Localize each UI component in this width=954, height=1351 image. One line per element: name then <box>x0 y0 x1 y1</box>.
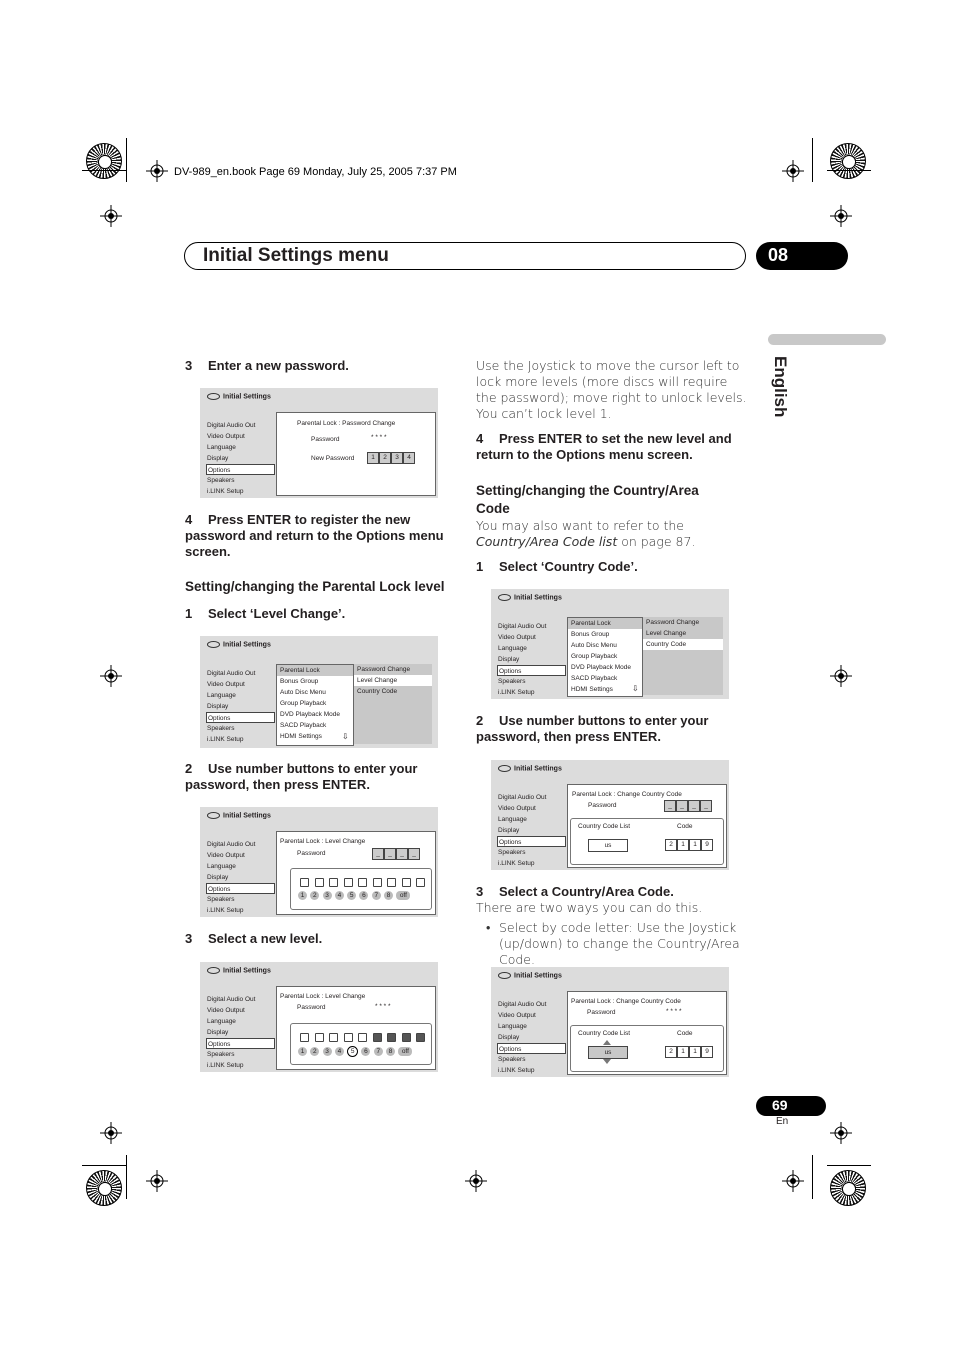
screen-header-label: Initial Settings <box>514 765 562 773</box>
lock-icon <box>344 878 353 887</box>
submenu-item: Password Change <box>646 619 700 626</box>
lock-icon <box>373 878 382 887</box>
lock-icons <box>300 1033 431 1044</box>
crosshair-mark <box>146 160 168 182</box>
settings-menu <box>206 994 275 1071</box>
body-text: There are two ways you can do this. <box>476 900 703 915</box>
step-number: 4 <box>476 431 484 446</box>
level: 7 <box>374 1047 383 1056</box>
arrow-up-icon <box>603 1040 611 1045</box>
settings-menu <box>206 420 275 497</box>
settings-menu <box>497 621 566 698</box>
language-label: English <box>771 356 790 418</box>
chapter-number: 08 <box>768 245 789 265</box>
digit: 3 <box>391 452 403 464</box>
password-digits <box>664 800 712 812</box>
screen-level-change-password <box>200 807 438 917</box>
digit: 4 <box>403 452 415 464</box>
crosshair-mark <box>100 205 122 227</box>
title-bar <box>184 242 746 270</box>
bullet-text: Select by code letter: Use the Joystick (up/down) to change the Country/Area Code. <box>499 920 740 967</box>
menu-item: i.LINK Setup <box>498 860 535 867</box>
digit: _ <box>664 800 676 812</box>
level: 1 <box>298 1047 307 1056</box>
lock-icon <box>329 1033 338 1042</box>
page-number-badge <box>756 1096 826 1116</box>
submenu-item: Level Change <box>354 675 432 686</box>
screen-header <box>498 765 562 772</box>
digit: _ <box>372 848 384 860</box>
level: 4 <box>335 891 344 900</box>
level: 7 <box>372 891 381 900</box>
menu-item: Video Output <box>498 805 536 812</box>
screen-options-country <box>491 589 729 699</box>
submenu-item: Country Code <box>357 688 398 695</box>
step <box>476 559 746 575</box>
menu-item: Options <box>497 665 566 676</box>
code-label: Code <box>677 1030 693 1037</box>
menu-item: Language <box>498 645 527 652</box>
reference-text <box>476 518 748 550</box>
submenu-item: Auto Disc Menu <box>280 689 326 696</box>
menu-item: Digital Audio Out <box>207 670 256 677</box>
digit: _ <box>676 800 688 812</box>
lock-icon <box>300 1033 309 1042</box>
ref-text: on page 87. <box>617 534 696 549</box>
digit: 9 <box>701 1046 713 1058</box>
lock-icon <box>387 1033 396 1042</box>
dialog-title: Parental Lock : Password Change <box>297 420 396 427</box>
disc-icon <box>207 967 220 974</box>
dialog-panel <box>567 784 727 868</box>
screen-header <box>207 393 271 400</box>
digit: 1 <box>689 1046 701 1058</box>
screen-header-label: Initial Settings <box>223 967 271 975</box>
menu-item: Options <box>497 836 566 847</box>
step-text: Press ENTER to set the new level and return to the Options menu screen. <box>476 431 732 462</box>
crosshair-mark <box>100 1122 122 1144</box>
disc-icon <box>498 765 511 772</box>
menu-item: i.LINK Setup <box>207 907 244 914</box>
password-label: Password <box>588 802 617 809</box>
level: 3 <box>323 891 332 900</box>
menu-item: Speakers <box>207 477 235 484</box>
menu-item: Language <box>207 863 236 870</box>
crop-line <box>827 170 871 171</box>
page-language: En <box>776 1116 789 1127</box>
crop-line <box>126 138 127 182</box>
lock-icon <box>329 878 338 887</box>
menu-item: Video Output <box>207 852 245 859</box>
dialog-title: Parental Lock : Change Country Code <box>572 791 682 798</box>
submenu-item: Level Change <box>646 630 687 637</box>
menu-item: Digital Audio Out <box>207 422 256 429</box>
disc-icon <box>498 594 511 601</box>
step <box>476 431 748 463</box>
crosshair-mark <box>830 205 852 227</box>
screen-country-select <box>491 967 729 1077</box>
chapter-badge <box>756 242 848 270</box>
screen-header-label: Initial Settings <box>223 393 271 401</box>
menu-item: Display <box>498 1034 520 1041</box>
crop-line <box>82 170 126 171</box>
submenu-item: Parental Lock <box>568 618 642 629</box>
digit: 1 <box>677 1046 689 1058</box>
menu-item: Speakers <box>498 1056 526 1063</box>
screen-country-password <box>491 760 729 870</box>
lock-icon <box>402 878 411 887</box>
level: 6 <box>359 891 368 900</box>
menu-item: Display <box>207 455 229 462</box>
digit: _ <box>384 848 396 860</box>
menu-item: Options <box>206 712 275 723</box>
country-list-label: Country Code List <box>578 823 631 830</box>
dialog-panel <box>276 831 436 915</box>
submenu-item: Parental Lock <box>277 665 353 676</box>
menu-item: Video Output <box>498 634 536 641</box>
screen-header <box>498 594 562 601</box>
menu-item: Language <box>207 692 236 699</box>
digit: 9 <box>701 839 713 851</box>
menu-item: Video Output <box>498 1012 536 1019</box>
step-number: 3 <box>185 931 193 946</box>
menu-item: Digital Audio Out <box>207 996 256 1003</box>
submenu-item: HDMI Settings <box>571 686 613 693</box>
page-number: 69 <box>772 1097 788 1113</box>
menu-item: Speakers <box>207 1051 235 1058</box>
menu-item: Video Output <box>207 681 245 688</box>
digit: 2 <box>379 452 391 464</box>
menu-item: Options <box>206 464 275 475</box>
level-numbers <box>298 891 414 900</box>
digit: 1 <box>689 839 701 851</box>
level: 6 <box>361 1047 370 1056</box>
dialog-title: Parental Lock : Level Change <box>280 993 366 1000</box>
code-digits <box>665 1046 713 1058</box>
level: 2 <box>310 1047 319 1056</box>
menu-item: Display <box>207 1029 229 1036</box>
code-digits <box>665 839 713 851</box>
step <box>476 713 746 745</box>
digit: 2 <box>665 1046 677 1058</box>
step-number: 2 <box>476 713 484 728</box>
step-text: Select ‘Level Change’. <box>208 606 346 621</box>
digit: 1 <box>677 839 689 851</box>
submenu-item: DVD Playback Mode <box>571 664 631 671</box>
crop-line <box>827 1165 871 1166</box>
menu-item: Speakers <box>207 725 235 732</box>
submenu-item: SACD Playback <box>280 722 327 729</box>
screen-header <box>207 641 271 648</box>
screen-header <box>498 972 562 979</box>
ref-text: You may also want to refer to the <box>476 518 684 533</box>
menu-item: Video Output <box>207 433 245 440</box>
menu-item: i.LINK Setup <box>498 689 535 696</box>
step <box>476 884 746 900</box>
step <box>185 358 455 374</box>
submenu-item: Bonus Group <box>571 631 610 638</box>
crop-line <box>812 1155 813 1199</box>
screen-header-label: Initial Settings <box>514 972 562 980</box>
menu-item: Speakers <box>498 678 526 685</box>
lock-icon <box>358 878 367 887</box>
dialog-panel <box>567 991 727 1075</box>
crosshair-mark <box>146 1170 168 1192</box>
step-text: Enter a new password. <box>208 358 349 373</box>
screen-password-change <box>200 388 438 498</box>
submenu-item: Country Code <box>643 639 723 650</box>
dialog-title: Parental Lock : Level Change <box>280 838 366 845</box>
lock-icon <box>416 878 425 887</box>
step-number: 3 <box>185 358 193 373</box>
level: 5 <box>347 891 356 900</box>
level: 4 <box>335 1047 344 1056</box>
crosshair-mark <box>100 665 122 687</box>
level-numbers <box>298 1046 416 1057</box>
crosshair-mark <box>782 1170 804 1192</box>
menu-item: Display <box>207 703 229 710</box>
menu-item: Speakers <box>498 849 526 856</box>
step <box>185 931 455 947</box>
menu-item: i.LINK Setup <box>207 488 244 495</box>
level: off <box>398 1047 412 1056</box>
crosshair-mark <box>830 665 852 687</box>
level: 3 <box>323 1047 332 1056</box>
dialog-panel <box>276 986 436 1070</box>
digit: 2 <box>665 839 677 851</box>
digit: _ <box>688 800 700 812</box>
digit: 1 <box>367 452 379 464</box>
level: 8 <box>384 891 393 900</box>
menu-item: Language <box>207 1018 236 1025</box>
step <box>185 512 457 560</box>
lock-icon <box>315 1033 324 1042</box>
dialog-panel <box>276 412 436 496</box>
step-text: Use number buttons to enter your password, then press ENTER. <box>185 761 418 792</box>
registration-star-mark <box>86 143 122 179</box>
crosshair-mark <box>830 1122 852 1144</box>
level: 1 <box>298 891 307 900</box>
page-title: Initial Settings menu <box>203 245 389 266</box>
lock-icon <box>315 878 324 887</box>
lock-icons <box>300 878 431 889</box>
submenu-item: DVD Playback Mode <box>280 711 340 718</box>
settings-menu <box>497 792 566 869</box>
dialog-title: Parental Lock : Change Country Code <box>571 998 681 1005</box>
screen-level-change-new-level <box>200 962 438 1072</box>
level-selected: 5 <box>347 1046 358 1057</box>
menu-item: Display <box>498 656 520 663</box>
password-stars: * * * * <box>666 1008 682 1015</box>
step-number: 1 <box>185 606 193 621</box>
level-box <box>290 868 432 910</box>
registration-star-mark <box>86 1170 122 1206</box>
disc-icon <box>207 393 220 400</box>
screen-header-label: Initial Settings <box>223 812 271 820</box>
menu-item: Digital Audio Out <box>207 841 256 848</box>
level: off <box>396 891 410 900</box>
language-tab <box>768 334 886 345</box>
step-number: 4 <box>185 512 193 527</box>
settings-menu <box>206 839 275 916</box>
crop-line <box>82 1165 126 1166</box>
lock-icon <box>300 878 309 887</box>
new-password-digits <box>367 452 415 464</box>
disc-icon <box>207 812 220 819</box>
registration-star-mark <box>830 1170 866 1206</box>
settings-menu <box>206 668 275 745</box>
crop-line <box>812 138 813 182</box>
step-text: Select a new level. <box>208 931 323 946</box>
menu-item: Digital Audio Out <box>498 623 547 630</box>
menu-item: Digital Audio Out <box>498 1001 547 1008</box>
step <box>185 761 455 793</box>
screen-header-label: Initial Settings <box>514 594 562 602</box>
lock-icon <box>344 1033 353 1042</box>
screen-header-label: Initial Settings <box>223 641 271 649</box>
book-header: DV-989_en.book Page 69 Monday, July 25, 2005 7:37 PM <box>174 166 457 178</box>
step-text: Select a Country/Area Code. <box>499 884 674 899</box>
submenu-item: Bonus Group <box>280 678 319 685</box>
registration-star-mark <box>830 143 866 179</box>
menu-item: Display <box>207 874 229 881</box>
password-stars: * * * * <box>375 1003 391 1010</box>
scroll-down-icon: ⇩ <box>632 684 639 693</box>
code-label: Code <box>677 823 693 830</box>
disc-icon <box>207 641 220 648</box>
menu-item: i.LINK Setup <box>207 1062 244 1069</box>
step-text: Press ENTER to register the new password and return to the Options menu screen. <box>185 512 444 559</box>
settings-menu <box>497 999 566 1076</box>
level: 8 <box>386 1047 395 1056</box>
intro-paragraph: Use the Joystick to move the cursor left to lock more levels (more discs will require the password); move right to unlock levels. You can’t lock level 1. <box>476 358 747 421</box>
step-number: 2 <box>185 761 193 776</box>
screen-options-menu <box>200 636 438 748</box>
menu-item: Language <box>498 1023 527 1030</box>
screen-header <box>207 812 271 819</box>
submenu-item: Auto Disc Menu <box>571 642 617 649</box>
password-label: Password <box>297 1004 326 1011</box>
crosshair-mark <box>782 160 804 182</box>
level-box <box>290 1023 432 1065</box>
section-heading: Setting/changing the Country/Area Code <box>476 483 699 516</box>
menu-item: Options <box>206 883 275 894</box>
menu-item: Speakers <box>207 896 235 903</box>
country-value: us <box>588 1046 628 1059</box>
menu-item: Display <box>498 827 520 834</box>
country-list-label: Country Code List <box>578 1030 631 1037</box>
disc-icon <box>498 972 511 979</box>
ref-link-text: Country/Area Code list <box>476 534 618 549</box>
arrow-down-icon <box>603 1059 611 1064</box>
password-label: Password <box>311 436 340 443</box>
bullet-icon: • <box>486 920 491 935</box>
menu-item: Language <box>207 444 236 451</box>
digit: _ <box>396 848 408 860</box>
menu-item: i.LINK Setup <box>498 1067 535 1074</box>
digit: _ <box>408 848 420 860</box>
menu-item: Video Output <box>207 1007 245 1014</box>
scroll-down-icon: ⇩ <box>342 732 349 741</box>
crop-line <box>126 1155 127 1199</box>
lock-icon <box>373 1033 382 1042</box>
password-digits <box>372 848 420 860</box>
menu-item: Language <box>498 816 527 823</box>
submenu-item: Group Playback <box>571 653 618 660</box>
submenu-item: Group Playback <box>280 700 327 707</box>
parental-lock-submenu <box>354 664 432 744</box>
lock-icon <box>387 878 396 887</box>
password-label: Password <box>297 850 326 857</box>
menu-item: Options <box>206 1038 275 1049</box>
screen-header <box>207 967 271 974</box>
password-label: Password <box>587 1009 616 1016</box>
country-value: us <box>588 839 628 852</box>
menu-item: Digital Audio Out <box>498 794 547 801</box>
level: 2 <box>310 891 319 900</box>
section-heading: Setting/changing the Parental Lock level <box>185 579 445 594</box>
lock-icon <box>416 1033 425 1042</box>
new-password-label: New Password <box>311 455 355 462</box>
lock-icon <box>402 1033 411 1042</box>
digit: _ <box>700 800 712 812</box>
step-text: Select ‘Country Code’. <box>499 559 638 574</box>
menu-item: i.LINK Setup <box>207 736 244 743</box>
step-number: 1 <box>476 559 484 574</box>
crosshair-mark <box>465 1170 487 1192</box>
step-text: Use number buttons to enter your password, then press ENTER. <box>476 713 709 744</box>
submenu-item: HDMI Settings <box>280 733 322 740</box>
parental-lock-submenu <box>643 617 723 695</box>
submenu-item: Password Change <box>357 666 411 673</box>
step <box>185 606 455 622</box>
menu-item: Options <box>497 1043 566 1054</box>
step-number: 3 <box>476 884 484 899</box>
bullet-item <box>486 920 748 968</box>
lock-icon <box>358 1033 367 1042</box>
password-stars: * * * * <box>371 434 387 441</box>
submenu-item: SACD Playback <box>571 675 618 682</box>
